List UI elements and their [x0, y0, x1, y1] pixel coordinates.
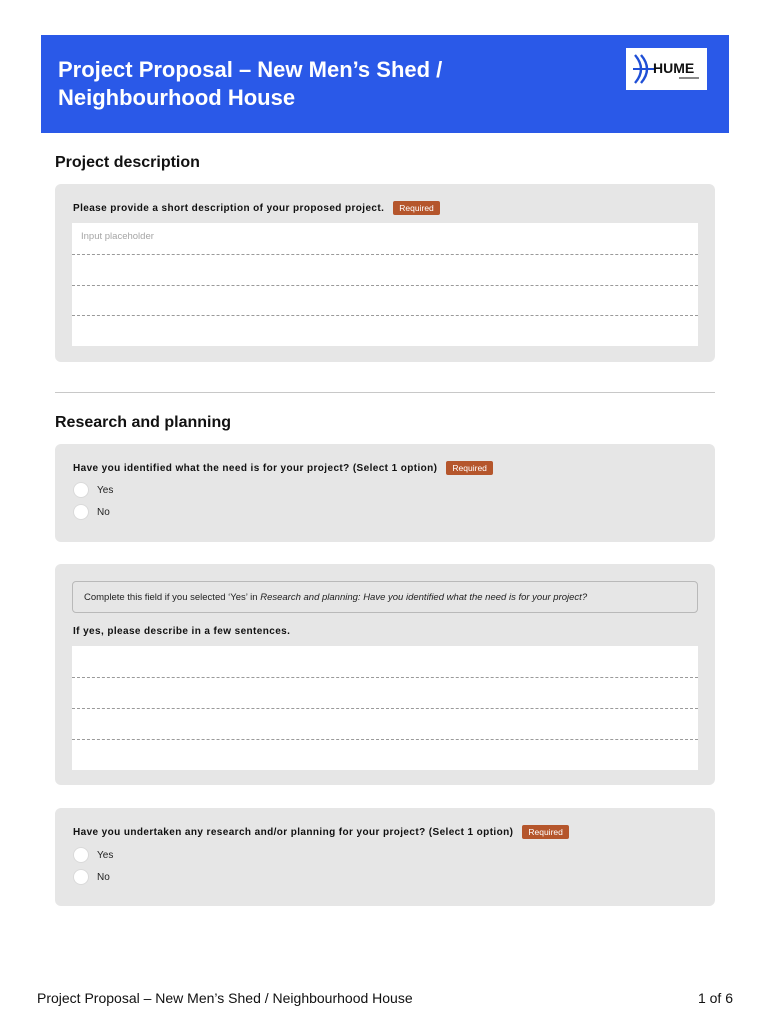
question-label — [73, 201, 440, 215]
describe-need-card — [55, 564, 715, 785]
question-text: Have you identified what the need is for your project? (Select 1 option) — [73, 462, 438, 474]
section-title-research-planning: Research and planning — [55, 414, 232, 431]
required-badge: Required — [446, 461, 493, 475]
radio-label: Yes — [97, 484, 114, 496]
radio-button[interactable] — [73, 847, 89, 863]
radio-option-no[interactable] — [73, 504, 110, 520]
radio-option-no[interactable] — [73, 869, 110, 885]
page-title: Project Proposal – New Men’s Shed / Neighbourhood House — [58, 57, 443, 110]
required-badge: Required — [393, 201, 440, 215]
dashed-line — [72, 285, 698, 286]
hume-logo — [626, 48, 707, 90]
radio-label: No — [97, 871, 110, 883]
conditional-notice — [72, 581, 698, 613]
section-divider — [55, 392, 715, 393]
footer-page-number: 1 of 6 — [697, 990, 733, 1006]
need-identified-card — [55, 444, 715, 542]
question-label — [73, 626, 290, 637]
question-text: Please provide a short description of your proposed project. — [73, 202, 385, 214]
radio-label: No — [97, 506, 110, 518]
question-label — [73, 461, 493, 475]
dashed-line — [72, 677, 698, 678]
radio-option-yes[interactable] — [73, 847, 113, 863]
logo-text: HUME — [652, 60, 694, 76]
notice-reference: Research and planning: Have you identified what the need is for your project? — [260, 592, 588, 603]
section-title-project-description: Project description — [55, 154, 200, 171]
describe-need-textarea[interactable] — [72, 646, 698, 770]
question-text: Have you undertaken any research and/or planning for your project? (Select 1 option) — [73, 826, 514, 838]
question-text: If yes, please describe in a few sentences. — [73, 626, 291, 637]
dashed-line — [72, 254, 698, 255]
radio-label: Yes — [97, 849, 114, 861]
research-undertaken-card — [55, 808, 715, 906]
dashed-line — [72, 739, 698, 740]
radio-button[interactable] — [73, 504, 89, 520]
notice-prefix: Complete this field if you selected ‘Yes’ in — [84, 592, 261, 603]
footer-doc-title: Project Proposal – New Men’s Shed / Neighbourhood House — [37, 990, 413, 1006]
radio-button[interactable] — [73, 869, 89, 885]
radio-option-yes[interactable] — [73, 482, 113, 498]
description-textarea[interactable] — [72, 223, 698, 346]
question-label — [73, 825, 569, 839]
dashed-line — [72, 315, 698, 316]
textarea-placeholder: Input placeholder — [81, 231, 154, 242]
project-description-card — [55, 184, 715, 362]
required-badge: Required — [522, 825, 569, 839]
dashed-line — [72, 708, 698, 709]
hume-logo-icon — [631, 51, 703, 87]
header-banner — [41, 35, 729, 133]
radio-button[interactable] — [73, 482, 89, 498]
